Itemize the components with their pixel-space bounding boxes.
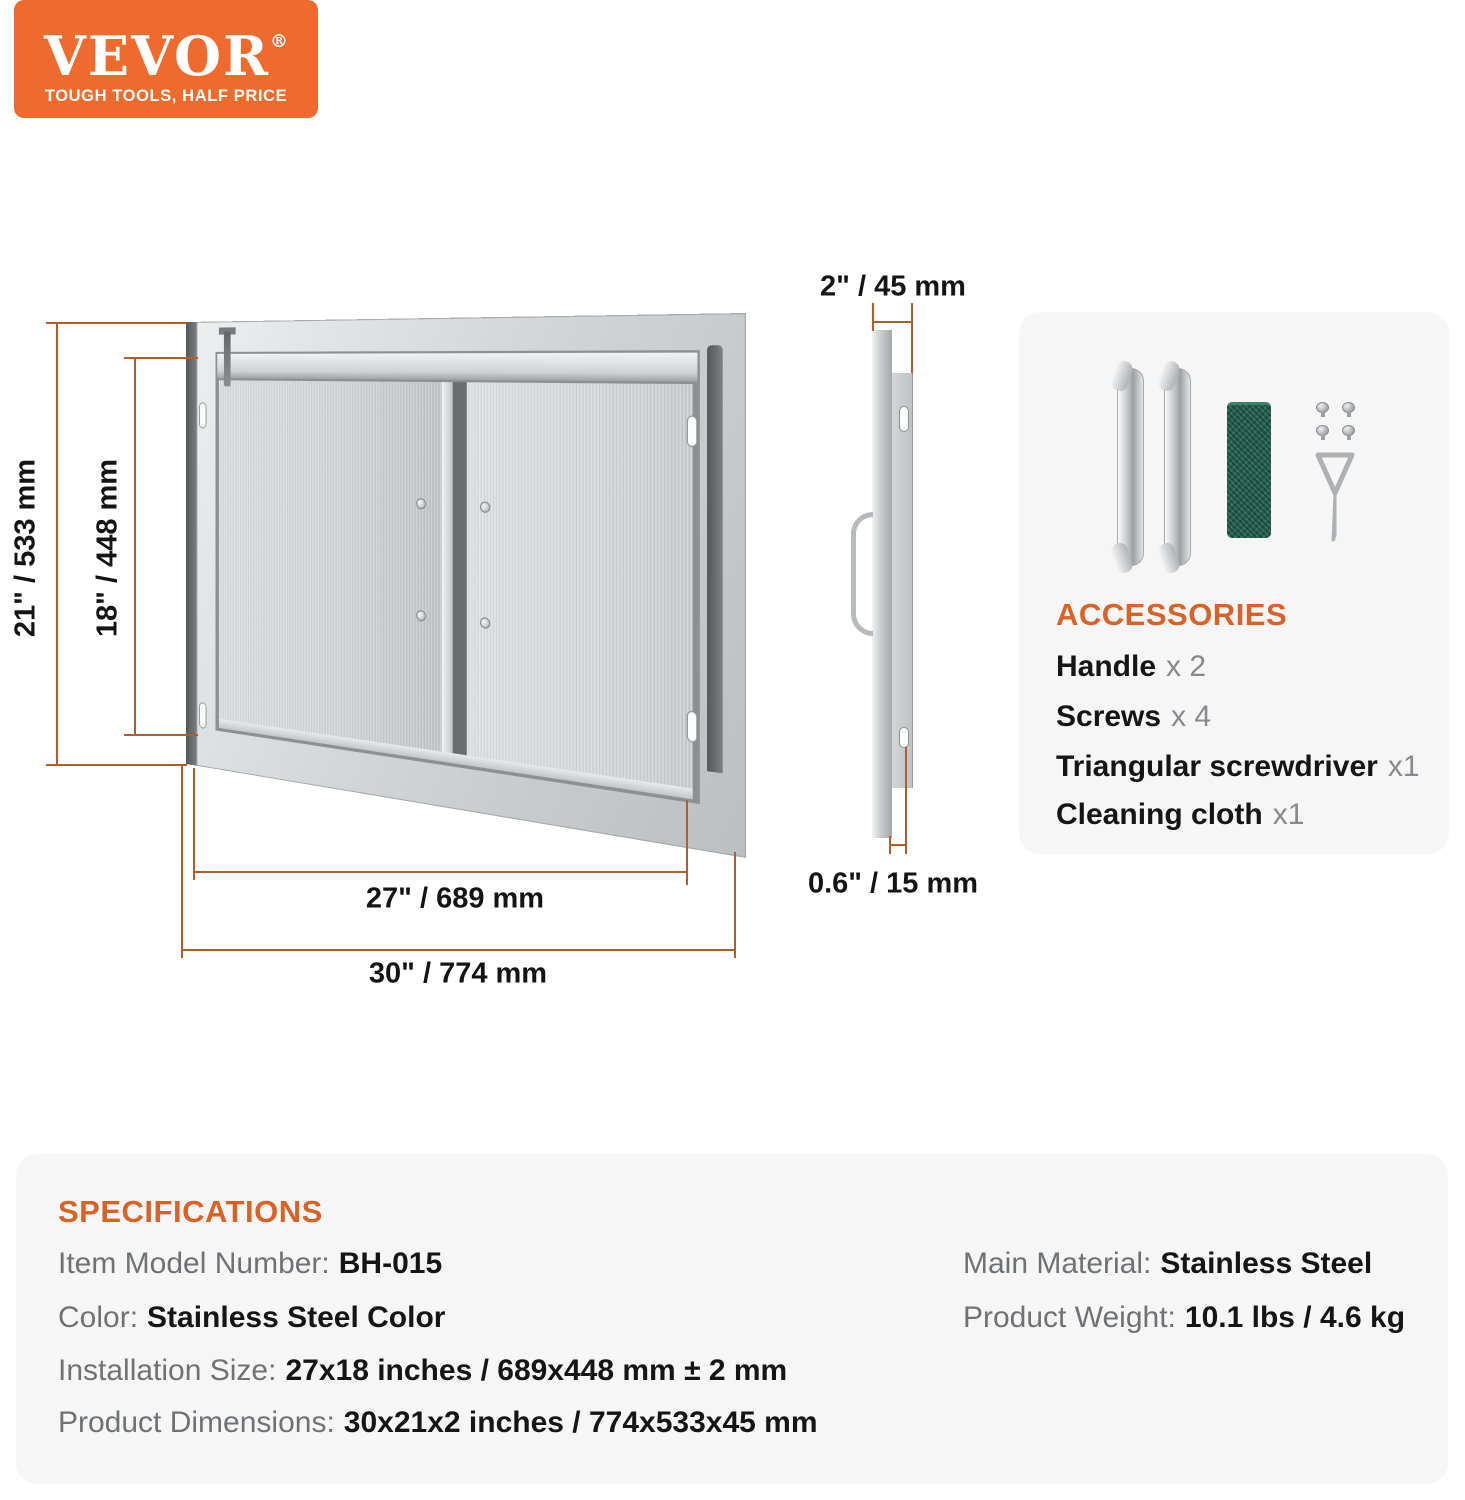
spec-row <box>58 1405 818 1441</box>
specifications-title: SPECIFICATIONS <box>58 1194 323 1229</box>
accessory-label: Cleaning cloth <box>1056 798 1263 831</box>
accessories-panel <box>1020 313 1448 853</box>
spec-row <box>963 1246 1372 1282</box>
dim-tick <box>872 303 874 331</box>
spec-row <box>58 1246 442 1282</box>
accessory-label: Screws <box>1056 700 1162 733</box>
brand-tagline: TOUGH TOOLS, HALF PRICE <box>44 87 288 105</box>
accessory-count: x 2 <box>1166 650 1207 683</box>
spec-label: Product Weight: <box>963 1301 1176 1334</box>
side-view-handle <box>851 512 873 636</box>
dim-label-outer-height: 21" / 533 mm <box>9 458 42 638</box>
spec-row <box>963 1300 1405 1336</box>
accessories-title: ACCESSORIES <box>1056 597 1288 632</box>
dim-tick <box>124 734 198 736</box>
dim-tick <box>46 322 187 324</box>
dim-ext-line <box>193 768 195 880</box>
triangular-screwdriver-icon <box>1312 445 1358 545</box>
door-hinge-pin <box>224 331 231 386</box>
door-screw <box>480 617 490 629</box>
door-screw <box>416 610 426 622</box>
door-right-hinge-rod <box>707 345 723 773</box>
cleaning-pad-icon <box>1227 402 1271 538</box>
dim-label-inner-width: 27" / 689 mm <box>365 882 545 915</box>
dim-label-outer-width: 30" / 774 mm <box>368 957 548 990</box>
side-view-door-edge <box>872 330 892 838</box>
spec-label: Color: <box>58 1301 139 1334</box>
accessory-count: x1 <box>1387 750 1420 783</box>
accessory-count: x1 <box>1272 798 1305 831</box>
dim-label-depth: 2" / 45 mm <box>820 270 966 303</box>
dim-line-outer-width <box>182 949 736 951</box>
accessory-item <box>1056 749 1420 785</box>
spec-value: BH-015 <box>338 1247 443 1280</box>
accessory-item <box>1056 699 1211 735</box>
spec-value: 30x21x2 inches / 774x533x45 mm <box>343 1406 818 1439</box>
spec-value: Stainless Steel <box>1160 1247 1373 1280</box>
dim-tick <box>46 764 187 766</box>
side-view-flange <box>892 373 913 788</box>
specifications-panel <box>17 1155 1447 1483</box>
door-center-gap <box>453 382 467 755</box>
frame-slot <box>687 415 698 447</box>
handle-icon <box>1117 368 1144 566</box>
side-flange-slot <box>899 727 909 748</box>
dim-line-inner-height <box>134 358 136 736</box>
vevor-logo <box>14 0 318 118</box>
dim-label-inner-height: 18" / 448 mm <box>91 458 124 638</box>
spec-label: Installation Size: <box>58 1354 277 1387</box>
dim-ext-line <box>734 852 736 958</box>
dim-line-outer-height <box>56 323 58 766</box>
spec-row <box>58 1353 787 1389</box>
accessory-count: x 4 <box>1171 700 1212 733</box>
dim-label-thickness: 0.6" / 15 mm <box>807 867 979 900</box>
handle-icon <box>1164 368 1191 566</box>
spec-label: Product Dimensions: <box>58 1406 335 1439</box>
frame-slot <box>687 710 698 743</box>
door-top-rail <box>217 353 697 382</box>
registered-mark: ® <box>269 31 288 52</box>
accessory-item <box>1056 797 1304 833</box>
dim-tick <box>124 357 198 359</box>
accessory-label: Triangular screwdriver <box>1056 750 1378 783</box>
door-screw <box>480 501 490 513</box>
dim-ext-line <box>905 747 907 854</box>
dim-line-depth <box>873 321 913 323</box>
frame-slot <box>199 402 206 428</box>
door-screw <box>416 498 426 510</box>
brand-wordmark <box>14 14 318 88</box>
spec-label: Item Model Number: <box>58 1247 330 1280</box>
door-left-edge <box>186 322 197 766</box>
door-center-divider <box>442 382 453 753</box>
accessory-label: Handle <box>1056 650 1157 683</box>
spec-row <box>58 1300 445 1336</box>
door-leaf-right <box>467 382 693 788</box>
spec-value: Stainless Steel Color <box>147 1301 446 1334</box>
brand-text: VEVOR <box>44 24 270 88</box>
side-flange-slot <box>899 406 909 432</box>
frame-slot <box>199 702 206 729</box>
door-front-view <box>186 313 746 858</box>
spec-value: 10.1 lbs / 4.6 kg <box>1184 1301 1406 1334</box>
door-leaf-left <box>219 380 442 751</box>
spec-value: 27x18 inches / 689x448 mm ± 2 mm <box>285 1354 788 1387</box>
dim-ext-line <box>181 766 183 958</box>
spec-label: Main Material: <box>963 1247 1152 1280</box>
accessory-item <box>1056 649 1206 685</box>
dim-line-thickness <box>889 844 907 846</box>
dim-line-inner-width <box>194 871 688 873</box>
dim-tick <box>911 303 913 373</box>
